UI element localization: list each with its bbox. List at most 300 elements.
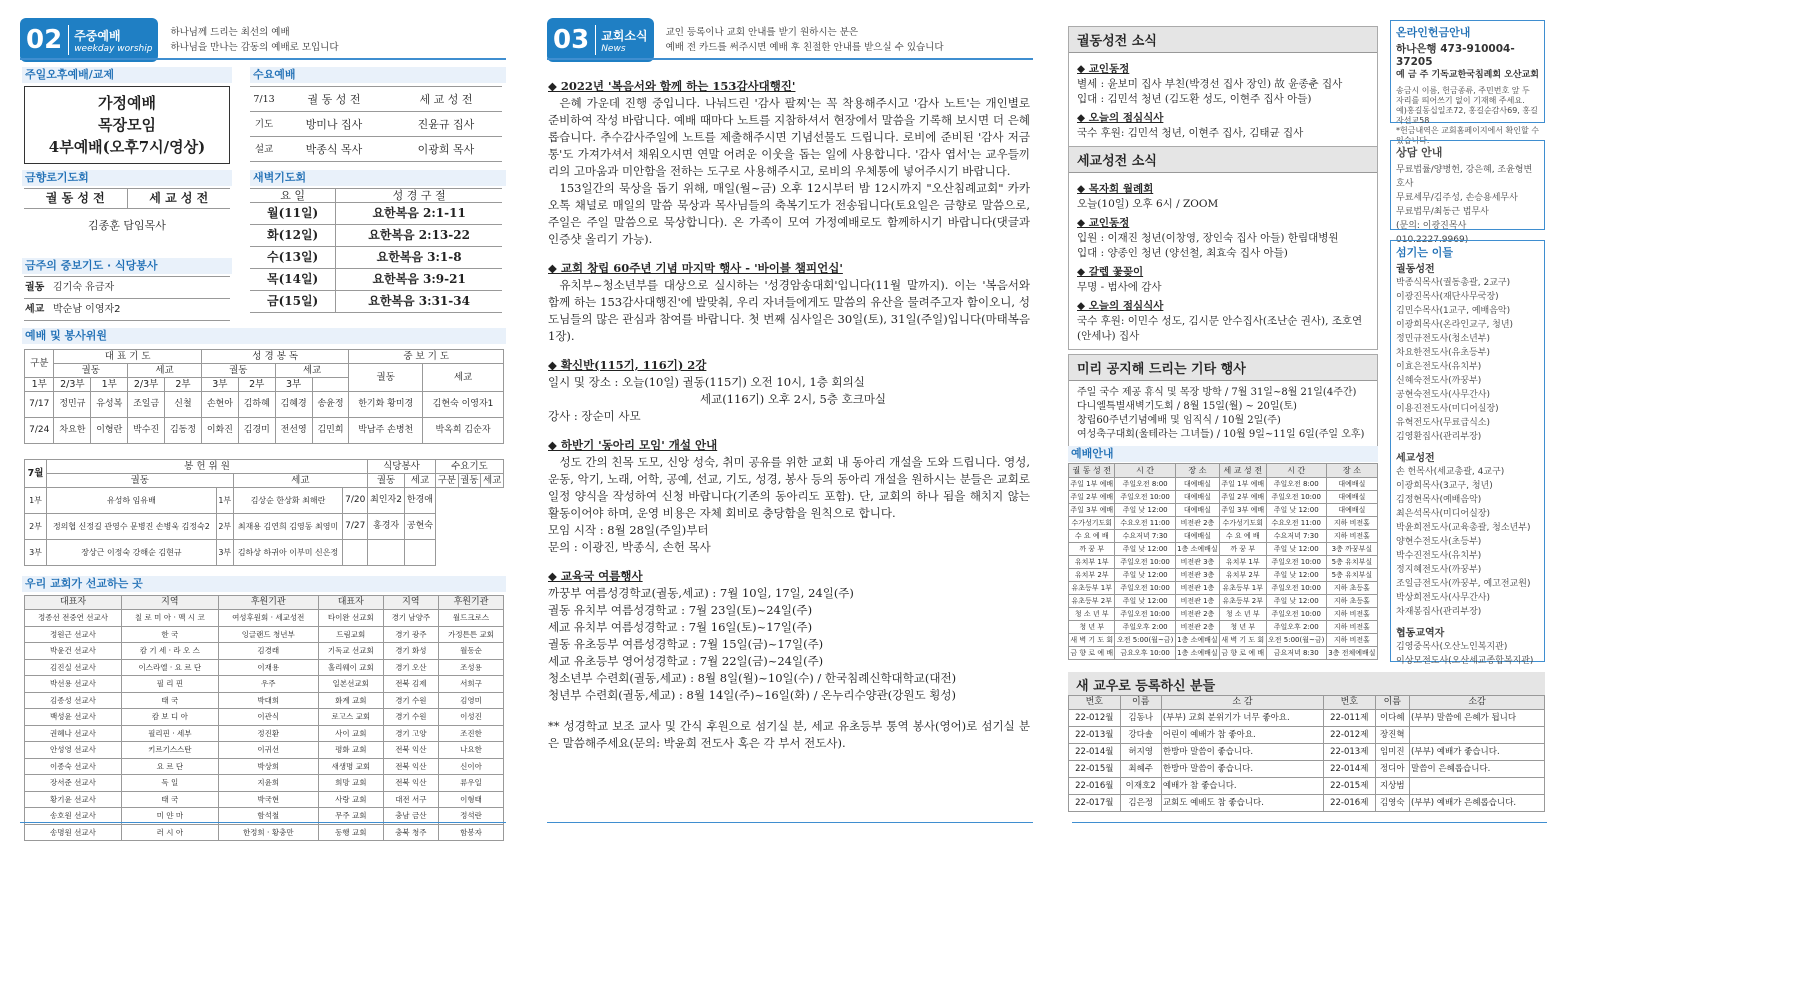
news-text: 무명 - 범사에 감사 bbox=[1077, 281, 1162, 293]
cell: 사이 교회 bbox=[318, 725, 383, 742]
cell: 요 르 단 bbox=[121, 758, 218, 775]
table-row bbox=[25, 791, 504, 808]
cell: (부부) 교회 분위기가 너무 좋아요. bbox=[1161, 710, 1323, 727]
news-text: 궐동 유치부 여름성경학교 : 7월 23일(토)~24일(주) bbox=[548, 603, 813, 617]
cell: 필 리 핀 bbox=[121, 676, 218, 693]
worship-guide-table bbox=[1068, 463, 1378, 660]
table-row bbox=[250, 137, 502, 162]
cell: 정진환 bbox=[218, 725, 318, 742]
staff-item: 이광희목사(온라인교구, 청년) bbox=[1396, 320, 1514, 330]
cell: 교회도 예배도 참 좋습니다. bbox=[1161, 795, 1323, 812]
cell: 3부 bbox=[25, 540, 47, 566]
table-row bbox=[1069, 778, 1545, 795]
staff-box bbox=[1390, 240, 1545, 666]
cell: 이귀선 bbox=[218, 742, 318, 759]
afternoon-item: 4부예배(오후7시/영상) bbox=[48, 138, 206, 156]
cell: 5층 유치부실 bbox=[1326, 569, 1377, 582]
table-row bbox=[24, 299, 230, 321]
cell: 이스라엘 · 요 르 단 bbox=[121, 659, 218, 676]
table-row bbox=[1069, 543, 1378, 556]
cell: 3부 bbox=[275, 378, 312, 392]
cell: 3층 전체예배실 bbox=[1326, 647, 1377, 660]
offering-table bbox=[24, 459, 504, 566]
staff-item: 신혜숙전도사(까꿍부) bbox=[1396, 376, 1482, 386]
cell: 진윤규 집사 bbox=[390, 112, 502, 137]
cell: 주일오전 10:00 bbox=[1115, 582, 1175, 595]
cell: 박종식 목사 bbox=[278, 137, 390, 162]
staff-item: 박종식목사(궐동총괄, 2교구) bbox=[1396, 278, 1511, 288]
cell: 박대희 bbox=[218, 692, 318, 709]
table-row bbox=[250, 203, 502, 225]
news-text: 세교 유초등부 영어성경학교 : 7월 22일(금)~24일(주) bbox=[548, 654, 824, 668]
news-text: 은혜 가운데 진행 중입니다. 나눠드린 '감사 팔찌'는 꼭 착용해주시고 '감사 노트'는 개인별로 준비하여 작성 바랍니다. 예배 때마다 노트를 지참하셔서 현장에서 말씀을 기록해 보시면 더 은혜롭습니다. 추수감사주일에 노트를 제출해주시면 기념선물도 드립니다. 로비에 준비된 '감사 저금통'도 가져가셔서 채워오시면 연말 어려운 이웃을 돕는 일에 사용합니다. '감사 엽서'는 교우들끼리의 고마움과 미안함을 전하는 도구로 사용해주시고, 로비의 우체통에 넣어주시기 바랍니다. bbox=[548, 96, 1030, 178]
cell: 유성하 임유배 bbox=[47, 488, 217, 514]
cell: 월동순 bbox=[439, 643, 504, 660]
gd-news-title: 궐동성전 소식 bbox=[1069, 27, 1377, 53]
cell: 비전관 1층 bbox=[1175, 582, 1219, 595]
cell: 주일오전 10:00 bbox=[1266, 556, 1326, 569]
cell: 구분 bbox=[25, 350, 54, 378]
cell: 비전관 2층 bbox=[1175, 608, 1219, 621]
cell: 이종숙 선교사 bbox=[25, 758, 122, 775]
cell: 김영미 bbox=[439, 692, 504, 709]
misc-title: 미리 공지해 드리는 기타 행사 bbox=[1069, 355, 1377, 381]
cell: 2/3부 bbox=[128, 378, 165, 392]
cell: 주일오전 10:00 bbox=[1115, 608, 1175, 621]
cell: 유치부 1부 bbox=[1069, 556, 1115, 569]
cell: 대예배실 bbox=[1175, 491, 1219, 504]
cell: 세교 bbox=[275, 364, 349, 378]
cell: 유초등부 1부 bbox=[1220, 582, 1266, 595]
news-text: 세교(116기) 오후 2시, 5층 호크마실 bbox=[700, 392, 887, 406]
cell: 이관식 bbox=[218, 709, 318, 726]
cell: 장 소 bbox=[1326, 464, 1377, 478]
cell: 22-016월 bbox=[1069, 778, 1121, 795]
table-row bbox=[25, 676, 504, 693]
cell: 김은정 bbox=[1120, 795, 1161, 812]
cell: 주일오전 10:00 bbox=[1266, 491, 1326, 504]
dawn-table bbox=[250, 188, 502, 313]
cell: 궐 동 성 전 bbox=[278, 87, 390, 112]
table-row bbox=[250, 112, 502, 137]
table-row bbox=[250, 225, 502, 247]
cell: 월드크로스 bbox=[439, 610, 504, 627]
staff-item: 최은석목사(미디어실장) bbox=[1396, 509, 1490, 519]
cell: 대표자 bbox=[318, 596, 383, 610]
table-row bbox=[1069, 595, 1378, 608]
news-text: 유치부~청소년부를 대상으로 실시하는 '성경암송대회'입니다(11월 말까지). 이는 '복음서와 함께 하는 153감사대행진'에 발맞춰, 우리 자녀들에게도 말씀의 유산을 물려주고자 함이오니, 성도님들의 많은 관심과 참여를 바랍니다. 첫 번째 심사일은 30일(토), 31일(주일)입니다(마태복음 1장). bbox=[548, 278, 1030, 343]
table-row bbox=[1069, 710, 1545, 727]
afternoon-box bbox=[24, 86, 230, 164]
cell: 사랑 교회 bbox=[318, 791, 383, 808]
table-row bbox=[1069, 569, 1378, 582]
misc-item: 주일 국수 제공 휴식 및 목장 방학 / 7월 31일~8월 21일(4주간) bbox=[1077, 387, 1357, 398]
cell: 대예배실 bbox=[1175, 478, 1219, 491]
cell: 세교 bbox=[423, 364, 504, 392]
news-body bbox=[548, 78, 1030, 752]
news-heading: ◆ 오늘의 점심식사 bbox=[1077, 112, 1164, 124]
cell: 경기 고양 bbox=[383, 725, 438, 742]
cell: 유성복 bbox=[91, 392, 128, 418]
cell: 유초등부 2부 bbox=[1069, 595, 1115, 608]
cell: 전북 익산 bbox=[383, 758, 438, 775]
cell: 충북 청주 bbox=[383, 824, 438, 841]
news-text: 국수 후원: 김민석 청년, 이현주 집사, 김태균 집사 bbox=[1077, 127, 1304, 139]
cell: 김하혜 bbox=[238, 392, 275, 418]
staff-gd-label: 궐동성전 bbox=[1396, 264, 1435, 275]
online-example: 예)홍길동십일조72, 홍길순감사69, 홍길자선교58 bbox=[1396, 106, 1538, 125]
cell: 까 꿍 부 bbox=[1069, 543, 1115, 556]
staff-item: 조일금전도사(까꿍부, 예고전교원) bbox=[1396, 579, 1531, 589]
cell bbox=[343, 540, 368, 566]
cell: 한기화 황미경 bbox=[349, 392, 423, 418]
cell: 세교 bbox=[233, 474, 367, 488]
cell: 박남주 손병천 bbox=[349, 418, 423, 444]
staff-item: 김민수목사(1교구, 예배음악) bbox=[1396, 306, 1511, 316]
cell: 22-015월 bbox=[1069, 761, 1121, 778]
cell: 지상범 bbox=[1375, 778, 1410, 795]
cell: 캄 기 세 · 라 오 스 bbox=[121, 643, 218, 660]
table-row bbox=[1069, 621, 1378, 634]
news-heading: ◆ 교인동정 bbox=[1077, 63, 1130, 75]
cell: 지역 bbox=[383, 596, 438, 610]
dawn-label: 새벽기도회 bbox=[250, 170, 506, 186]
cell: 희망 교회 bbox=[318, 775, 383, 792]
online-history: *헌금내역은 교회홈페이지에서 확인할 수 있습니다. bbox=[1396, 126, 1540, 145]
cell: 1부 bbox=[25, 488, 47, 514]
gd-news-box bbox=[1068, 26, 1378, 147]
cell: 우주 bbox=[218, 676, 318, 693]
cell: 주일 3부 예배 bbox=[1220, 504, 1266, 517]
cell: 정디아 bbox=[1375, 761, 1410, 778]
cell: 박국현 bbox=[218, 791, 318, 808]
table-row bbox=[1069, 744, 1545, 761]
cell: 필리핀 · 세부 bbox=[121, 725, 218, 742]
cell: 공현숙 bbox=[405, 514, 436, 540]
news-note: ** 성경학교 보조 교사 및 간식 후원으로 섬기실 분, 세교 유초등부 통역 봉사(영어)로 섬기실 분은 말씀해주세요(문의: 박윤희 전도사 혹은 각 부서 전도사). bbox=[548, 719, 1030, 750]
cell: 주일오전 8:00 bbox=[1115, 478, 1175, 491]
counsel-title: 상담 안내 bbox=[1396, 146, 1443, 159]
fri-head: 세 교 성 전 bbox=[127, 189, 230, 209]
intercession-label: 금주의 중보기도 · 식당봉사 bbox=[22, 258, 232, 274]
cell: 성 경 봉 독 bbox=[201, 350, 349, 364]
staff-item: 김정현목사(예배음악) bbox=[1396, 495, 1482, 505]
cell: 이재용 bbox=[218, 659, 318, 676]
table-row bbox=[25, 725, 504, 742]
cell: 청 년 부 bbox=[1069, 621, 1115, 634]
cell: 번호 bbox=[1323, 696, 1375, 710]
cell: 수요저녁 7:30 bbox=[1266, 530, 1326, 543]
cell: 동행 교회 bbox=[318, 824, 383, 841]
cell: 김기숙 유금자 bbox=[52, 277, 230, 299]
wed-table bbox=[250, 86, 502, 162]
cell: 차요한 bbox=[54, 418, 91, 444]
service-label: 예배 및 봉사위원 bbox=[22, 328, 506, 344]
table-row bbox=[24, 277, 230, 299]
cell: 지하 비전홀 bbox=[1326, 621, 1377, 634]
table-row bbox=[25, 742, 504, 759]
news-heading: ◆ 오늘의 점심식사 bbox=[1077, 300, 1164, 312]
cell: 권혜나 선교사 bbox=[25, 725, 122, 742]
staff-item: 공현숙전도사(사무간사) bbox=[1396, 390, 1490, 400]
cell: 박상희 bbox=[218, 758, 318, 775]
cell: 주일오전 8:00 bbox=[1266, 478, 1326, 491]
cell: (부부) 예배가 은혜롭습니다. bbox=[1410, 795, 1545, 812]
cell: 장서준 선교사 bbox=[25, 775, 122, 792]
online-offering-box bbox=[1390, 20, 1545, 145]
table-row bbox=[1069, 647, 1378, 660]
cell bbox=[405, 540, 436, 566]
cell: 드림교회 bbox=[318, 626, 383, 643]
cell: 캄 보 디 아 bbox=[121, 709, 218, 726]
counsel-item: 무료법률/양병헌, 강은혜, 조윤형변호사 bbox=[1396, 165, 1533, 189]
cell: 궐동 bbox=[54, 364, 128, 378]
cell: 장 소 bbox=[1175, 464, 1219, 478]
afternoon-item: 목장모임 bbox=[98, 116, 156, 134]
news-text: 강사 : 장순미 사모 bbox=[548, 409, 641, 423]
staff-item: 양현수전도사(초등부) bbox=[1396, 537, 1482, 547]
cell: 주일 낮 12:00 bbox=[1115, 543, 1175, 556]
news-text: 까꿍부 여름성경학교(궐동,세교) : 7월 10일, 17일, 24일(주) bbox=[548, 586, 854, 600]
cell: 요 일 bbox=[250, 189, 336, 203]
cell: 대표자 bbox=[25, 596, 122, 610]
cell: 이름 bbox=[1375, 696, 1410, 710]
cell: 주일 낮 12:00 bbox=[1266, 504, 1326, 517]
news-text: 입대 : 양종인 청년 (양선철, 최효숙 집사 아들) bbox=[1077, 247, 1288, 259]
cell: 김경래 bbox=[218, 643, 318, 660]
news-heading: ◆ 교인동정 bbox=[1077, 217, 1130, 229]
cell: 수 요 예 배 bbox=[1069, 530, 1115, 543]
cell: 수 요 예 배 bbox=[1220, 530, 1266, 543]
cell: 식당봉사 bbox=[368, 460, 436, 474]
cell: 미 얀 마 bbox=[121, 808, 218, 825]
staff-item: 차요한전도사(유초등부) bbox=[1396, 348, 1490, 358]
cell: 세교 bbox=[24, 299, 52, 321]
cell: 중 보 기 도 bbox=[349, 350, 504, 364]
cell: 오전 5:00(월~금) bbox=[1266, 634, 1326, 647]
cell: 새 벽 기 도 회 bbox=[1069, 634, 1115, 647]
page-number: 02 bbox=[26, 25, 69, 55]
cell: 지하 초등홀 bbox=[1326, 595, 1377, 608]
cell: 수요저녁 7:30 bbox=[1115, 530, 1175, 543]
staff-item: 유혁전도사(무료급식소) bbox=[1396, 418, 1490, 428]
cell: 22-014제 bbox=[1323, 761, 1375, 778]
cell: 한경애 bbox=[405, 488, 436, 514]
cell: 주일오전 10:00 bbox=[1115, 491, 1175, 504]
cell: 22-017월 bbox=[1069, 795, 1121, 812]
cell: 최혜주 bbox=[1120, 761, 1161, 778]
cell: 7/17 bbox=[25, 392, 54, 418]
cell: 세교 bbox=[405, 474, 436, 488]
cell: 비전관 2층 bbox=[1175, 621, 1219, 634]
cell: 키르기스스탄 bbox=[121, 742, 218, 759]
cell: 이화진 bbox=[201, 418, 238, 444]
cell: 1부 bbox=[91, 378, 128, 392]
table-row bbox=[1069, 530, 1378, 543]
cell: 말씀이 은혜롭습니다. bbox=[1410, 761, 1545, 778]
cell: 기도 bbox=[250, 112, 278, 137]
cell: 비전관 3층 bbox=[1175, 569, 1219, 582]
cell: 주일오전 10:00 bbox=[1266, 582, 1326, 595]
cell: 이형란 bbox=[91, 418, 128, 444]
cell: 1층 소예배실 bbox=[1175, 634, 1219, 647]
fri-label: 금향로기도회 bbox=[22, 170, 232, 186]
cell: 금 향 로 예 배 bbox=[1069, 647, 1115, 660]
cell: 새생명 교회 bbox=[318, 758, 383, 775]
cell: 3부 bbox=[216, 540, 233, 566]
cell: 유초등부 1부 bbox=[1069, 582, 1115, 595]
cell: 요한복음 2:1-11 bbox=[336, 203, 502, 225]
staff-item: 이광진목사(재단사무국장) bbox=[1396, 292, 1499, 302]
sg-news-title: 세교성전 소식 bbox=[1069, 147, 1377, 173]
staff-co-label: 협동교역자 bbox=[1396, 628, 1445, 639]
cell: 경기 오산 bbox=[383, 659, 438, 676]
cell: 궐동 bbox=[47, 474, 234, 488]
cell: 김종성 선교사 bbox=[25, 692, 122, 709]
cell: 일본선교회 bbox=[318, 676, 383, 693]
cell: 주일 1부 예배 bbox=[1220, 478, 1266, 491]
cell: 화(12일) bbox=[250, 225, 336, 247]
cell: 22-016제 bbox=[1323, 795, 1375, 812]
staff-item: 박수진전도사(유치부) bbox=[1396, 551, 1482, 561]
cell: 수요오전 11:00 bbox=[1115, 517, 1175, 530]
cell: 백성윤 선교사 bbox=[25, 709, 122, 726]
cell: 신철 bbox=[165, 392, 202, 418]
cell: 3부 bbox=[201, 378, 238, 392]
table-row bbox=[25, 610, 504, 627]
cell: 22-014월 bbox=[1069, 744, 1121, 761]
cell: 김하상 하귀아 이부미 신은정 bbox=[233, 540, 343, 566]
cell: 태 국 bbox=[121, 692, 218, 709]
cell: 평화 교회 bbox=[318, 742, 383, 759]
misc-item: 창립60주년기념예배 및 임직식 / 10월 2일(주) bbox=[1077, 415, 1281, 426]
cell: 최재용 김연희 김영동 최영미 bbox=[233, 514, 343, 540]
cell: 주일 낮 12:00 bbox=[1115, 504, 1175, 517]
cell: 소 감 bbox=[1161, 696, 1323, 710]
cell: 이광희 목사 bbox=[390, 137, 502, 162]
service-table bbox=[24, 349, 504, 444]
news-text: 청소년부 수련회(궐동,세교) : 8월 8일(월)~10일(수) / 한국침례신학대학교(대전) bbox=[548, 671, 957, 685]
cell: 조진한 bbox=[439, 725, 504, 742]
cell: 대 표 기 도 bbox=[54, 350, 202, 364]
cell: 구분 bbox=[435, 474, 458, 488]
cell: 오전 5:00(월~금) bbox=[1115, 634, 1175, 647]
cell: 청 소 년 부 bbox=[1069, 608, 1115, 621]
table-row bbox=[25, 659, 504, 676]
cell: 수요오전 11:00 bbox=[1266, 517, 1326, 530]
cell: 김동정 bbox=[165, 418, 202, 444]
cell: 1부 bbox=[216, 488, 233, 514]
news-heading: ◆ 갈렙 꽃꽂이 bbox=[1077, 266, 1144, 278]
cell: 박옥희 김순자 bbox=[423, 418, 504, 444]
cell: 청 소 년 부 bbox=[1220, 608, 1266, 621]
cell: 김현숙 이영자1 bbox=[423, 392, 504, 418]
cell: 박윤건 선교사 bbox=[25, 643, 122, 660]
cell: 정의협 신정길 관영수 문병진 손병욱 김정숙2 bbox=[47, 514, 217, 540]
news-text: 입원 : 이재진 청년(이창영, 장인숙 집사 아들) 한림대병원 bbox=[1077, 232, 1339, 244]
cell: 22-011제 bbox=[1323, 710, 1375, 727]
cell: 비전관 1층 bbox=[1175, 595, 1219, 608]
online-title: 온라인헌금안내 bbox=[1396, 26, 1471, 39]
misc-box bbox=[1068, 354, 1378, 448]
cell: 어린이 예배가 참 좋아요. bbox=[1161, 727, 1323, 744]
cell: 세교 bbox=[481, 474, 504, 488]
table-row bbox=[250, 247, 502, 269]
cell: 2부 bbox=[238, 378, 275, 392]
cell: 주일오전 10:00 bbox=[1115, 556, 1175, 569]
cell: 경기 수원 bbox=[383, 709, 438, 726]
table-row bbox=[1069, 608, 1378, 621]
table-row bbox=[250, 87, 502, 112]
cell: 대예배실 bbox=[1175, 530, 1219, 543]
staff-item: 김영환집사(관리부장) bbox=[1396, 432, 1482, 442]
cell: 지하 비전홀 bbox=[1326, 608, 1377, 621]
cell: 충남 금산 bbox=[383, 808, 438, 825]
cell: 청 년 부 bbox=[1220, 621, 1266, 634]
counsel-box bbox=[1390, 140, 1545, 245]
cell: 신이아 bbox=[439, 758, 504, 775]
staff-item: 손 헌목사(세교총괄, 4교구) bbox=[1396, 467, 1505, 477]
staff-item: 이효은전도사(유치부) bbox=[1396, 362, 1482, 372]
cell: 2/3부 bbox=[54, 378, 91, 392]
cell: 나요한 bbox=[439, 742, 504, 759]
staff-title: 섬기는 이들 bbox=[1396, 246, 1453, 259]
cell: 성 경 구 절 bbox=[336, 189, 502, 203]
cell: 3층 까꿍부실 bbox=[1326, 543, 1377, 556]
cell: 대예배실 bbox=[1326, 478, 1377, 491]
table-row bbox=[25, 775, 504, 792]
page-03-top-rule bbox=[547, 58, 1033, 60]
page-title: 교회소식 bbox=[601, 28, 648, 43]
cell: 예배가 참 좋습니다. bbox=[1161, 778, 1323, 795]
table-row bbox=[1069, 582, 1378, 595]
cell: 김민희 bbox=[312, 418, 349, 444]
cell: 5층 유치부실 bbox=[1326, 556, 1377, 569]
cell: 7/27 bbox=[343, 514, 368, 540]
cell: 궐동 bbox=[368, 474, 405, 488]
cell: 주일 낮 12:00 bbox=[1266, 569, 1326, 582]
cell: 가정튼튼 교회 bbox=[439, 626, 504, 643]
cell: 금 향 로 예 배 bbox=[1220, 647, 1266, 660]
table-row bbox=[1069, 517, 1378, 530]
cell: 시 간 bbox=[1266, 464, 1326, 478]
cell: 목(14일) bbox=[250, 269, 336, 291]
cell: 한방마 말씀이 좋습니다. bbox=[1161, 761, 1323, 778]
cell: 전북 익산 bbox=[383, 775, 438, 792]
cell: 무주 교회 bbox=[318, 808, 383, 825]
cell: 지역 bbox=[121, 596, 218, 610]
cell: 후원기관 bbox=[218, 596, 318, 610]
cell: (부부) 말씀에 은혜가 됩니다 bbox=[1410, 710, 1545, 727]
cell: 함봉자 bbox=[439, 824, 504, 841]
cell: 전북 익산 bbox=[383, 742, 438, 759]
new-members-title: 새 교우로 등록하신 분들 bbox=[1068, 672, 1545, 697]
table-row bbox=[1069, 556, 1378, 569]
cell: 22-013제 bbox=[1323, 744, 1375, 761]
staff-item: 이상모전도사(오산세교종합복지관) bbox=[1396, 656, 1534, 666]
table-row bbox=[1069, 795, 1545, 812]
fri-preacher: 김종훈 담임목사 bbox=[88, 219, 166, 233]
cell: 안성영 선교사 bbox=[25, 742, 122, 759]
cell: 송명원 선교사 bbox=[25, 824, 122, 841]
page-04-bottom-rule bbox=[1072, 822, 1547, 823]
table-row bbox=[25, 692, 504, 709]
cell: 주일 낮 12:00 bbox=[1115, 595, 1175, 608]
fri-table bbox=[24, 188, 230, 243]
cell: 주일오전 10:00 bbox=[1266, 608, 1326, 621]
cell: 김경미 bbox=[238, 418, 275, 444]
cell: 궐동 bbox=[349, 364, 423, 392]
